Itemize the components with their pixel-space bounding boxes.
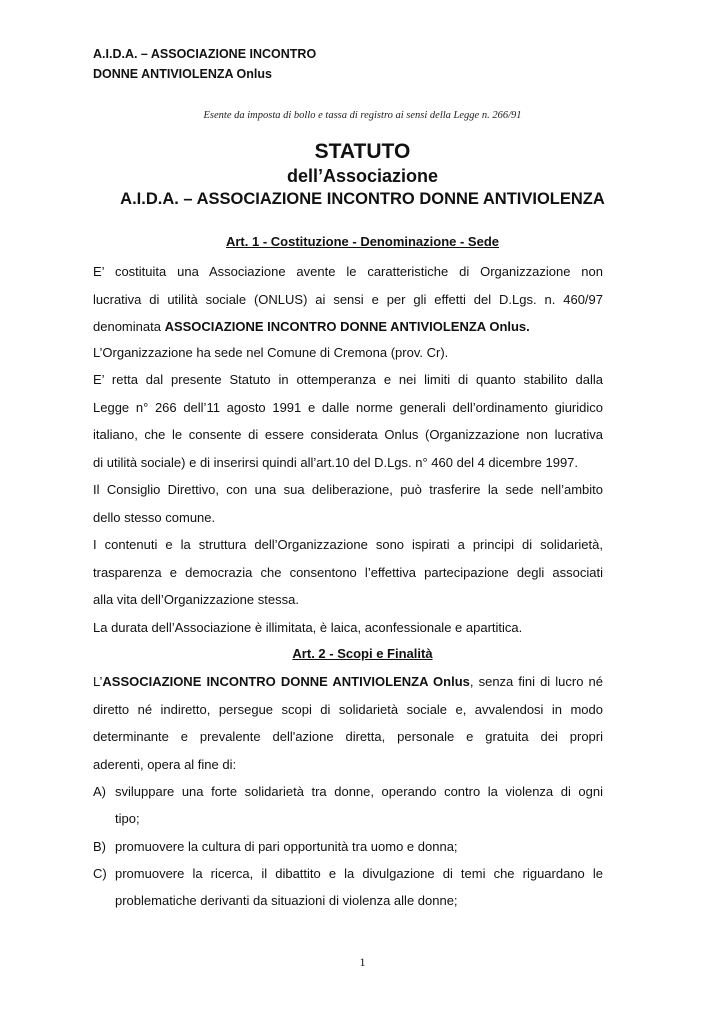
exemption-note: Esente da imposta di bollo e tassa di registro ai sensi della Legge n. 266/91 bbox=[203, 110, 522, 121]
art-1-line: trasparenza e democrazia che consentono l’effettiva partecipazione degli associati bbox=[93, 565, 603, 580]
art-2-line: aderenti, opera al fine di: bbox=[93, 757, 237, 772]
art-1-line: E’ costituita una Associazione avente le caratteristiche di Organizzazione non bbox=[93, 264, 603, 279]
header-line-2: DONNE ANTIVIOLENZA Onlus bbox=[93, 67, 272, 81]
header-line-1: A.I.D.A. – ASSOCIAZIONE INCONTRO bbox=[93, 47, 317, 61]
art-1-line: L’Organizzazione ha sede nel Comune di Cremona (prov. Cr). bbox=[93, 345, 449, 360]
association-name: ASSOCIAZIONE INCONTRO DONNE ANTIVIOLENZA Onlus bbox=[102, 674, 470, 689]
denominata-prefix: denominata bbox=[93, 319, 165, 334]
document-title: STATUTO bbox=[314, 140, 411, 163]
art-1-line: E’ retta dal presente Statuto in ottemperanza e nei limiti di quanto stabilito dalla bbox=[93, 372, 603, 387]
list-item-letter: B) bbox=[93, 839, 106, 854]
page-number: 1 bbox=[359, 955, 366, 969]
list-item-line: tipo; bbox=[115, 811, 140, 826]
art-1-heading: Art. 1 - Costituzione - Denominazione - Sede bbox=[225, 234, 500, 249]
document-subtitle: dell’Associazione bbox=[286, 166, 439, 186]
art-2-line: determinante e prevalente dell'azione diretta, personale e gratuita dei propri bbox=[93, 729, 603, 744]
list-item-line: promuovere la ricerca, il dibattito e la divulgazione di temi che riguardano le bbox=[115, 866, 603, 881]
art-1-line: alla vita dell’Organizzazione stessa. bbox=[93, 592, 299, 607]
list-item-letter: C) bbox=[93, 866, 107, 881]
art-1-line: Il Consiglio Direttivo, con una sua deliberazione, può trasferire la sede nell’ambito bbox=[93, 482, 603, 497]
association-name-title: A.I.D.A. – ASSOCIAZIONE INCONTRO DONNE ANTIVIOLENZA bbox=[120, 190, 605, 208]
art-2-suffix: , senza fini di lucro né bbox=[469, 674, 604, 689]
list-item-line: promuovere la cultura di pari opportunità tra uomo e donna; bbox=[115, 839, 458, 854]
art-1-line: Legge n° 266 dell’11 agosto 1991 e dalle norme generali dell’ordinamento giuridico bbox=[93, 400, 603, 415]
art-2-first-line bbox=[93, 674, 603, 689]
list-item-line: problematiche derivanti da situazioni di violenza alle donne; bbox=[115, 893, 458, 908]
art-2-prefix: L’ bbox=[93, 674, 103, 689]
art-1-line: dello stesso comune. bbox=[93, 510, 216, 525]
art-2-heading: Art. 2 - Scopi e Finalità bbox=[292, 646, 433, 661]
document-header bbox=[93, 44, 316, 84]
association-name: ASSOCIAZIONE INCONTRO DONNE ANTIVIOLENZA Onlus. bbox=[164, 319, 530, 334]
art-1-line: italiano, che le consente di essere considerata Onlus (Organizzazione non lucrativa bbox=[93, 427, 603, 442]
list-item-line: sviluppare una forte solidarietà tra donne, operando contro la violenza di ogni bbox=[115, 784, 603, 799]
list-item-letter: A) bbox=[93, 784, 106, 799]
art-1-line: La durata dell’Associazione è illimitata, è laica, aconfessionale e apartitica. bbox=[93, 620, 523, 635]
art-1-denomination-line bbox=[93, 319, 530, 334]
art-2-line: diretto né indiretto, persegue scopi di solidarietà sociale e, avvalendosi in modo bbox=[93, 702, 603, 717]
art-1-line: lucrativa di utilità sociale (ONLUS) ai sensi e per gli effetti del D.Lgs. n. 460/97 bbox=[93, 292, 603, 307]
art-1-line: I contenuti e la struttura dell’Organizzazione sono ispirati a principi di solidarietà, bbox=[93, 537, 603, 552]
art-1-line: di utilità sociale) e di inserirsi quindi all’art.10 del D.Lgs. n° 460 del 4 dicembre 1997. bbox=[93, 455, 579, 470]
